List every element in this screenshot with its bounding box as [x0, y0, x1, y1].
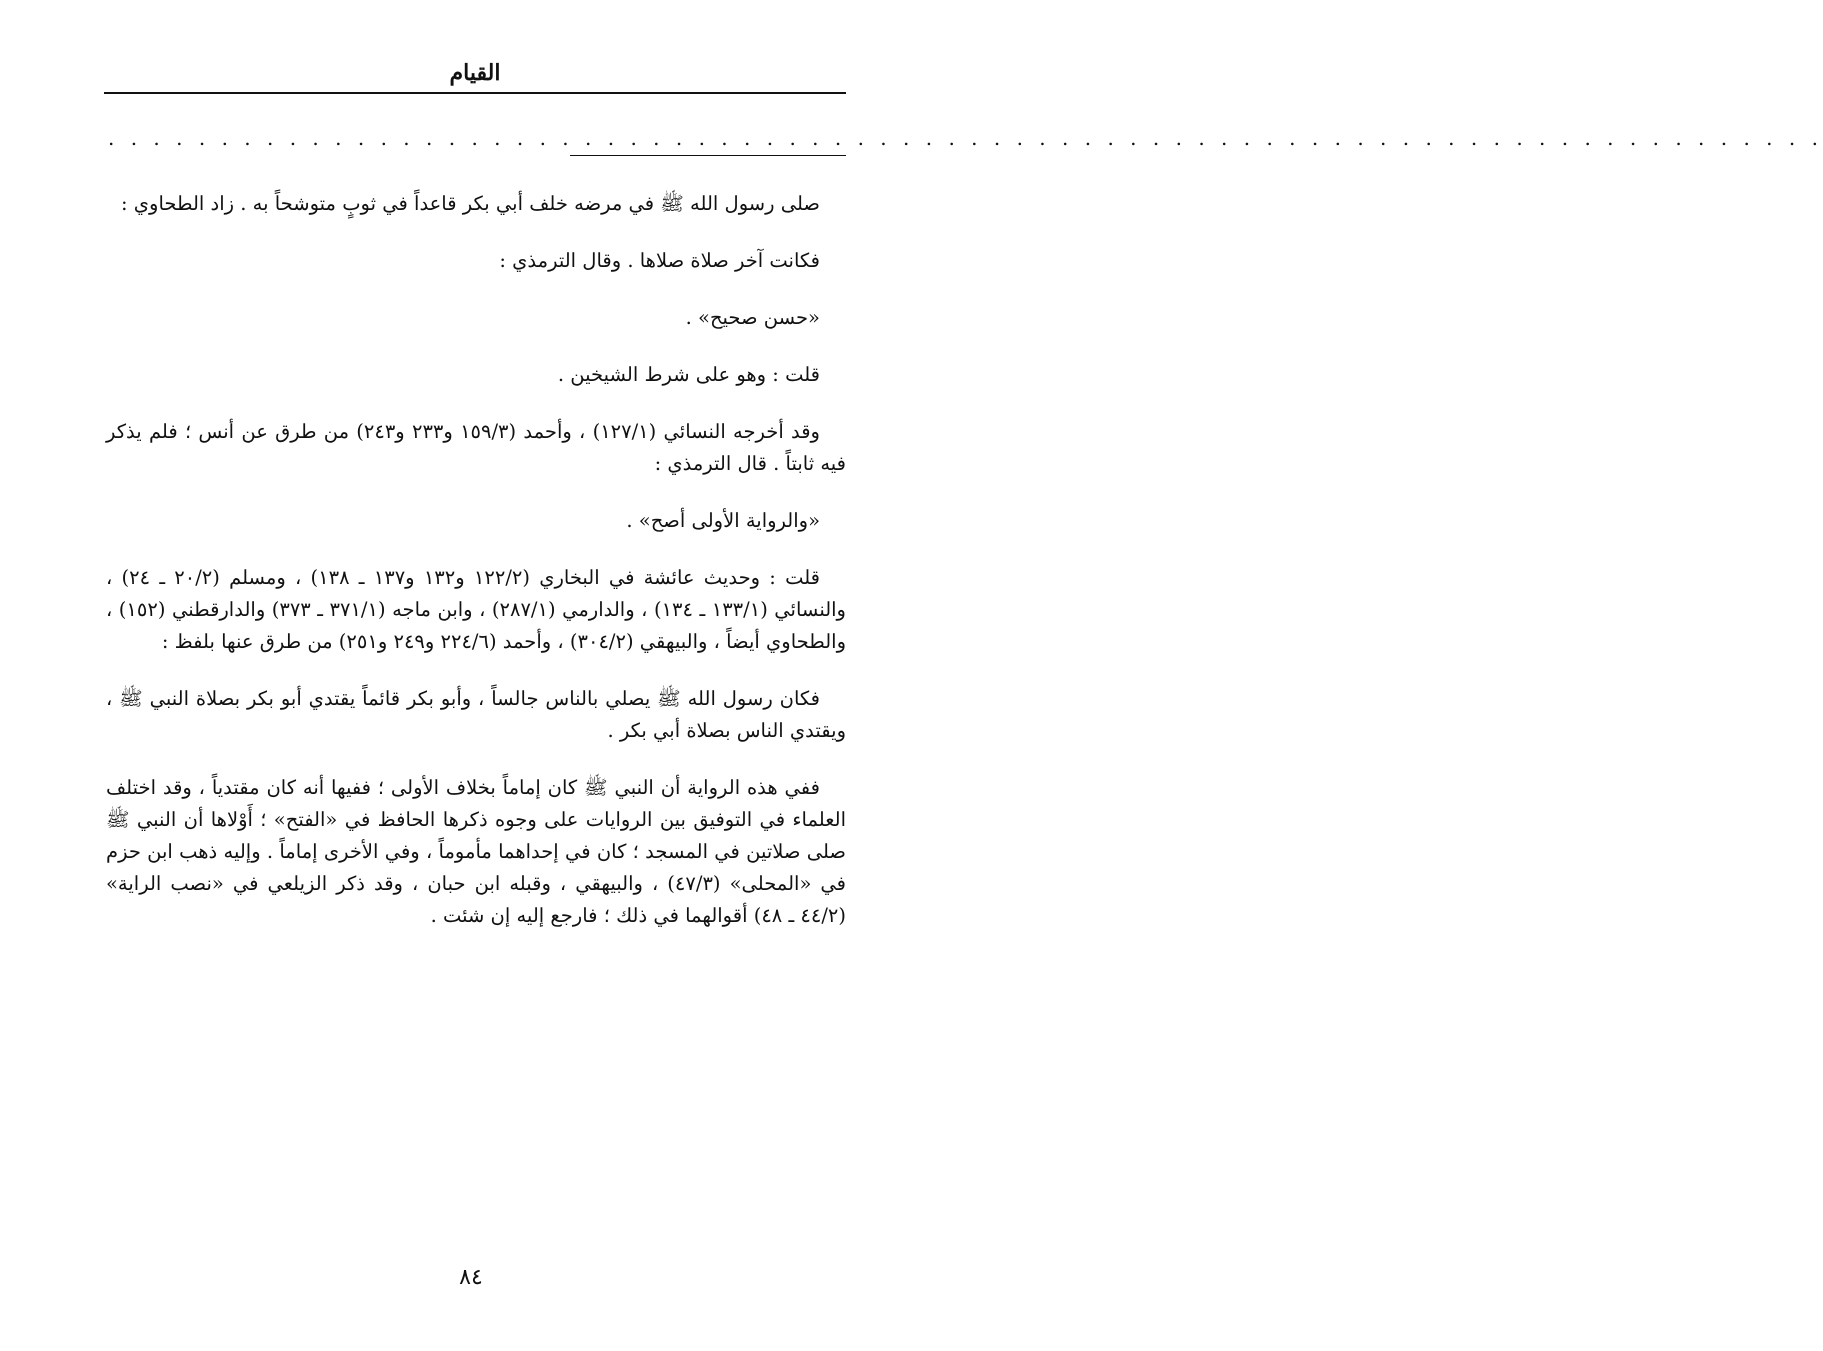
paragraph-5: وقد أخرجه النسائي (١٢٧/١) ، وأحمد (١٥٩/٣ و٢٣٣ و٢٤٣) من طرق عن أنس ؛ فلم يذكر فيه ثابتاً . قال الترمذي : — [106, 420, 846, 475]
paragraph-7: قلت : وحديث عائشة في البخاري (١٢٢/٢ و١٣٢ و١٣٧ ـ ١٣٨) ، ومسلم (٢٠/٢ ـ ٢٤) ، والنسائي (١٣٣/١ ـ ١٣٤) ، والدارمي (٢٨٧/١) ، وابن ماجه (٣٧١/١ ـ ٣٧٣) والدارقطني (١٥٢) ، والطحاوي أيضاً ، والبيهقي (٣٠٤/٢) ، وأحمد (٢٢٤/٦ و٢٤٩ و٢٥١) من طرق عنها بلفظ : — [106, 566, 846, 653]
paragraph-1: صلى رسول الله ﷺ في مرضه خلف أبي بكر قاعداً في ثوبٍ متوشحاً به . زاد الطحاوي : — [121, 192, 820, 215]
paragraph-6: «والرواية الأولى أصح» . — [626, 509, 820, 532]
page-header — [104, 52, 846, 94]
dotted-separator: . . . . . . . . . . . . . . . . . . . . . . . . . . . . . . . . . . . . . . . . . . . . . . . . . . . . . . . . . . . . . . . . . . . . . . . . . . . . — [108, 126, 1823, 150]
paragraph-2: فكانت آخر صلاة صلاها . وقال الترمذي : — [499, 249, 820, 272]
page-title: القيام — [449, 60, 501, 86]
paragraph-4: قلت : وهو على شرط الشيخين . — [557, 363, 820, 386]
footnote-rule — [570, 155, 846, 156]
paragraph-9: ففي هذه الرواية أن النبي ﷺ كان إماماً بخلاف الأولى ؛ ففيها أنه كان مقتدياً ، وقد اختلف العلماء في التوفيق بين الروايات على وجوه ذكرها الحافظ في «الفتح» ؛ أَوْلاها أن النبي ﷺ صلى صلاتين في المسجد ؛ كان في إحداهما مأموماً ، وفي الأخرى إماماً . وإليه ذهب ابن حزم في «المحلى» (٤٧/٣) ، والبيهقي ، وقبله ابن حبان ، وقد ذكر الزيلعي في «نصب الراية» (٤٤/٢ ـ ٤٨) أقوالهما في ذلك ؛ فارجع إليه إن شئت . — [106, 776, 846, 927]
paragraph-3: «حسن صحيح» . — [685, 306, 820, 329]
paragraph-8: فكان رسول الله ﷺ يصلي بالناس جالساً ، وأبو بكر قائماً يقتدي أبو بكر بصلاة النبي ﷺ ، ويقتدي الناس بصلاة أبي بكر . — [106, 687, 846, 742]
page-number: ٨٤ — [459, 1265, 483, 1290]
body-text — [106, 188, 846, 957]
